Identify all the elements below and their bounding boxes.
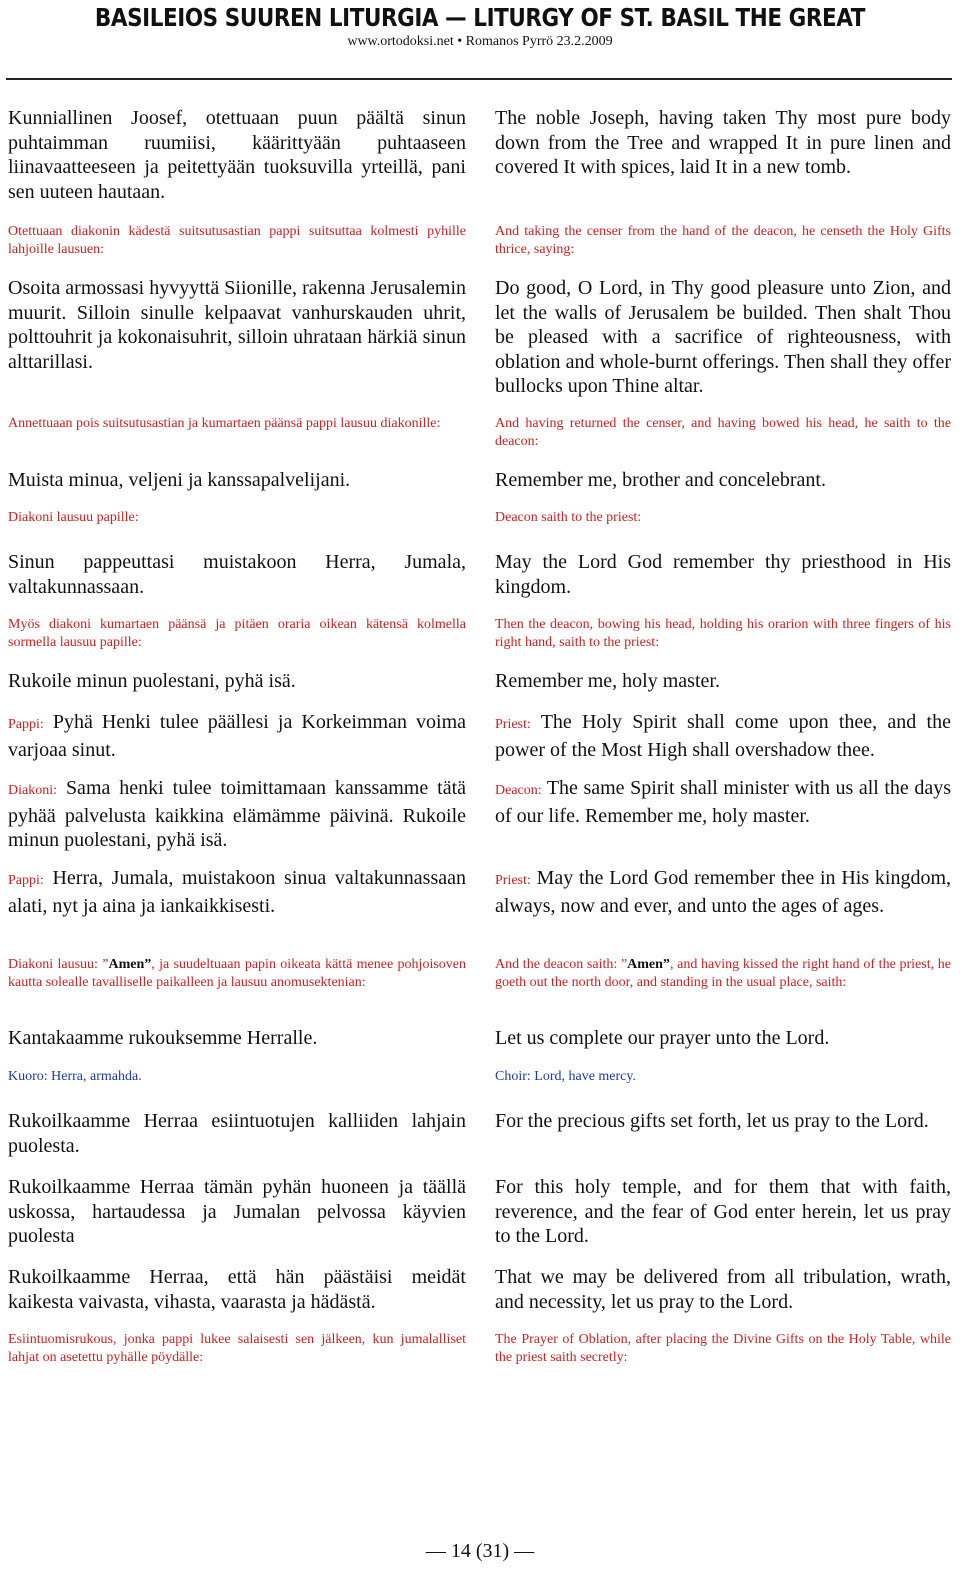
speaker-label: Deacon: <box>495 783 542 798</box>
paragraph: Rukoilkaamme Herraa tämän pyhän huoneen ja täällä uskossa, hartaudessa ja Jumalan pelvossa käyvien puolesta <box>8 1176 466 1248</box>
paragraph: For the precious gifts set forth, let us pray to the Lord. <box>495 1110 929 1132</box>
paragraph: May the Lord God remember thy priesthood in His kingdom. <box>495 551 951 598</box>
rubric-text: And the deacon saith: ” <box>495 957 628 972</box>
rubric: And taking the censer from the hand of the deacon, he censeth the Holy Gifts thrice, saying: <box>495 224 951 257</box>
paragraph: Rukoilkaamme Herraa esiintuotujen kalliiden lahjain puolesta. <box>8 1110 466 1157</box>
paragraph: Let us complete our prayer unto the Lord. <box>495 1027 830 1049</box>
rubric-emphasis: Amen” <box>627 957 670 972</box>
rubric: Deacon saith to the priest: <box>495 510 642 525</box>
rubric-text: Diakoni lausuu: ” <box>8 957 109 972</box>
speaker-line <box>8 866 466 918</box>
speaker-text: Sama henki tulee toimittamaan kanssamme tätä pyhää palvelusta kaikkina elämämme päivinä. Rukoile minun puolestani, pyhä isä. <box>8 777 466 852</box>
rubric: The Prayer of Oblation, after placing the Divine Gifts on the Holy Table, while the priest saith secretly: <box>495 1332 951 1365</box>
speaker-label: Diakoni: <box>8 783 57 798</box>
speaker-line <box>495 776 951 828</box>
paragraph: Osoita armossasi hyvyyttä Siionille, rakenna Jerusalemin muurit. Silloin sinulle kelpaavat vanhurskauden uhrit, polttouhrit ja kokonaisuhrit, silloin uhrataan härkiä sinun alttarillasi. <box>8 277 466 373</box>
paragraph: Sinun pappeuttasi muistakoon Herra, Jumala, valtakunnassaan. <box>8 551 466 598</box>
page-title: BASILEIOS SUUREN LITURGIA — LITURGY OF ST. BASIL THE GREAT <box>94 3 866 32</box>
paragraph: Kunniallinen Joosef, otettuaan puun päältä sinun puhtaimman ruumiisi, käärittyään puhtaaseen liinavaatteeseen ja peitettyään tuoksuvilla yrteillä, pani sen uuteen hautaan. <box>8 107 466 203</box>
paragraph: Do good, O Lord, in Thy good pleasure unto Zion, and let the walls of Jerusalem be builded. Then shalt Thou be pleased with a sacrifice of righteousness, with oblation and whole-burnt offerings. Then shall they offer bullocks upon Thine altar. <box>495 277 951 398</box>
rubric <box>495 956 951 992</box>
speaker-text: Herra, Jumala, muistakoon sinua valtakunnassaan alati, nyt ja aina ja iankaikkisesti. <box>8 867 466 917</box>
choir-response: Choir: Lord, have mercy. <box>495 1069 636 1084</box>
page-header <box>0 0 960 50</box>
paragraph: Kantakaamme rukouksemme Herralle. <box>8 1027 318 1049</box>
rubric: Diakoni lausuu papille: <box>8 510 139 525</box>
paragraph: That we may be delivered from all tribulation, wrath, and necessity, let us pray to the Lord. <box>495 1266 951 1313</box>
speaker-label: Pappi: <box>8 873 44 888</box>
rubric-text: , and having kissed the right hand of the priest, he goeth out the north door, and standing in the usual place, saith: <box>495 957 951 990</box>
paragraph: Rukoilkaamme Herraa, että hän päästäisi meidät kaikesta vaivasta, vihasta, vaarasta ja hädästä. <box>8 1266 466 1313</box>
speaker-line <box>8 776 466 853</box>
paragraph: For this holy temple, and for them that with faith, reverence, and the fear of God enter herein, let us pray to the Lord. <box>495 1176 951 1248</box>
speaker-label: Priest: <box>495 873 531 888</box>
rubric: Myös diakoni kumartaen päänsä ja pitäen oraria oikean kätensä kolmella sormella lausuu papille: <box>8 617 466 650</box>
paragraph: Remember me, holy master. <box>495 670 720 692</box>
speaker-text: May the Lord God remember thee in His kingdom, always, now and ever, and unto the ages of ages. <box>495 867 951 917</box>
paragraph: Remember me, brother and concelebrant. <box>495 469 826 491</box>
paragraph: Muista minua, veljeni ja kanssapalvelijani. <box>8 469 351 491</box>
paragraph: The noble Joseph, having taken Thy most pure body down from the Tree and wrapped It in pure linen and covered It with spices, laid It in a new tomb. <box>495 107 951 179</box>
rubric <box>8 956 466 992</box>
speaker-text: Pyhä Henki tulee päällesi ja Korkeimman voima varjoaa sinut. <box>8 711 466 761</box>
speaker-text: The same Spirit shall minister with us all the days of our life. Remember me, holy master. <box>495 777 951 827</box>
rubric: Otettuaan diakonin kädestä suitsutusastian pappi suitsuttaa kolmesti pyhille lahjoille lausuen: <box>8 224 466 257</box>
speaker-label: Pappi: <box>8 717 44 732</box>
speaker-label: Priest: <box>495 717 531 732</box>
rubric: Then the deacon, bowing his head, holding his orarion with three fingers of his right hand, saith to the priest: <box>495 617 951 650</box>
page-number: — 14 (31) — <box>425 1540 535 1562</box>
rubric: Annettuaan pois suitsutusastian ja kumartaen päänsä pappi lausuu diakonille: <box>8 416 441 431</box>
speaker-line <box>495 866 951 918</box>
rubric: Esiintuomisrukous, jonka pappi lukee salaisesti sen jälkeen, kun jumalalliset lahjat on asetettu pyhälle pöydälle: <box>8 1332 466 1365</box>
rubric-text: , ja suudeltuaan papin oikeata kättä menee pohjoisoven kautta solealle tavalliselle paikalleen ja lausuu anomusektenian: <box>8 957 466 990</box>
speaker-line <box>8 710 466 762</box>
choir-response: Kuoro: Herra, armahda. <box>8 1069 142 1084</box>
speaker-line <box>495 710 951 762</box>
paragraph: Rukoile minun puolestani, pyhä isä. <box>8 670 296 692</box>
page-subtitle: www.ortodoksi.net • Romanos Pyrrö 23.2.2009 <box>347 34 613 49</box>
rubric-emphasis: Amen” <box>108 957 152 972</box>
speaker-text: The Holy Spirit shall come upon thee, and the power of the Most High shall overshadow thee. <box>495 711 951 761</box>
rubric: And having returned the censer, and having bowed his head, he saith to the deacon: <box>495 416 951 449</box>
header-divider <box>6 78 952 80</box>
